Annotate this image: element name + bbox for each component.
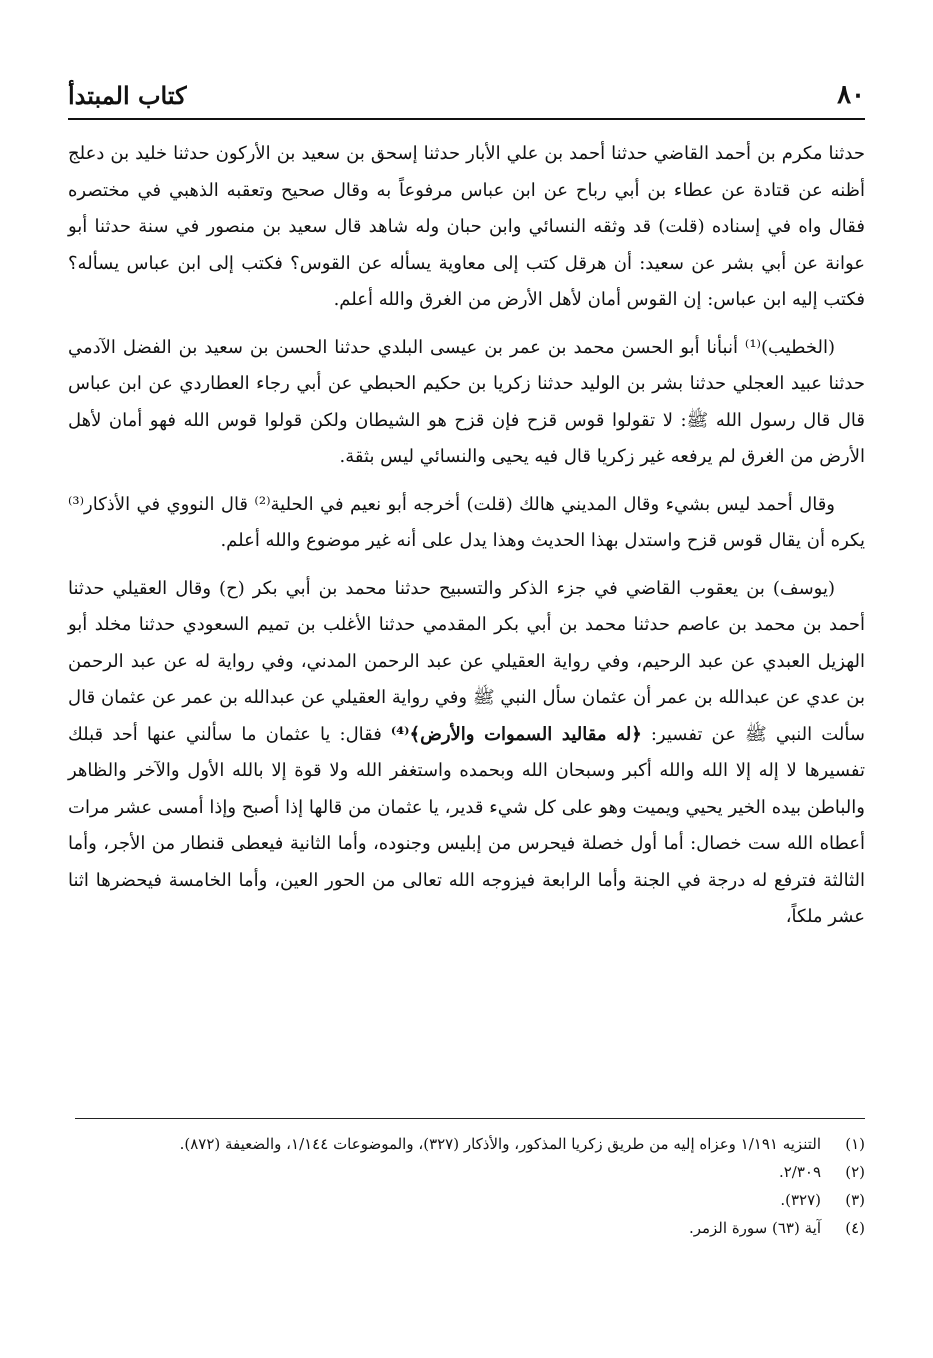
paragraph-4 <box>68 571 865 936</box>
paragraph-text: (الخطيب)⁽¹⁾ أنبأنا أبو الحسن محمد بن عمر بن عيسى البلدي حدثنا الحسن بن سعيد بن الفضل الآدمي حدثنا عبيد العجلي حدثنا بشر بن الوليد حدثنا زكريا بن حكيم الحبطي عن أبي رجاء العطاردي عن ابن عباس قال قال رسول الله ﷺ: لا تقولوا قوس قزح فإن قزح هو الشيطان ولكن قولوا قوس الله فهو أمان لأهل الأرض من الغرق لم يرفعه غير زكريا قال فيه يحيى والنسائي ليس بثقة. <box>68 336 865 467</box>
footnote <box>68 1214 865 1242</box>
footnote-text: ٢/٣٠٩. <box>778 1163 821 1181</box>
quran-quote: ﴿له مقاليد السموات والأرض﴾⁽⁴⁾ <box>390 723 642 745</box>
footnote-number: (٤) <box>845 1219 865 1237</box>
running-header <box>68 78 865 112</box>
footnote <box>68 1130 865 1158</box>
footnote-text: التنزيه ١/١٩١ وعزاه إليه من طريق زكريا المذكور، والأذكار (٣٢٧)، والموضوعات ١/١٤٤، والضعيفة (٨٧٢). <box>179 1135 821 1153</box>
footnote-number: (١) <box>845 1135 865 1153</box>
paragraph-text: حدثنا مكرم بن أحمد القاضي حدثنا أحمد بن علي الأبار حدثنا إسحق بن سعيد بن الأركون حدثنا خليد بن دعلج أظنه عن قتادة عن عطاء بن أبي رباح عن ابن عباس مرفوعاً به وقال صحيح وتعقبه الذهبي في مختصره فقال واه في إسناده (قلت) قد وثقه النسائي وابن حبان وله شاهد قال سعيد بن منصور في سنة حدثنا أبو عوانة عن أبي بشر عن سعيد: أن هرقل كتب إلى معاوية يسأله عن القوس؟ فكتب إلى ابن عباس يسأله؟ فكتب إليه ابن عباس: إن القوس أمان لأهل الأرض من الغرق والله أعلم. <box>68 143 865 310</box>
footnotes <box>68 1130 865 1242</box>
footnote <box>68 1158 865 1186</box>
main-text <box>68 136 865 947</box>
footnote-number: (٢) <box>845 1163 865 1181</box>
header-rule <box>68 118 865 120</box>
paragraph-text: (يوسف) بن يعقوب القاضي في جزء الذكر والتسبيح حدثنا محمد بن أبي بكر (ح) وقال العقيلي حدثنا أحمد بن محمد بن عاصم حدثنا محمد بن أبي بكر المقدمي حدثنا الأغلب بن تميم السعودي حدثنا مخلد أبو الهزيل العبدي عن عبد الرحيم، وفي رواية العقيلي عن عبد الرحمن المدني، وفي رواية له عن عبد الرحمن بن عدي عن عبدالله بن عمر أن عثمان سأل النبي ﷺ وفي رواية العقيلي عن عبدالله بن عمر عن عثمان قال سألت النبي ﷺ عن تفسير: <box>68 577 865 745</box>
paragraph-1 <box>68 136 865 319</box>
paragraph-text: فقال: يا عثمان ما سألني عنها أحد قبلك تفسيرها لا إله إلا الله والله أكبر وسبحان الله وبحمده واستغفر الله ولا قوة إلا بالله الأول والآخر والظاهر والباطن بيده الخير يحيي ويميت وهو على كل شيء قدير، يا عثمان من قالها إذا أصبح وإذا أمسى عشر مرات أعطاه الله ست خصال: أما أول خصلة فيحرس من إبليس وجنوده، وأما الثانية فيعطى قنطار من الأجر، وأما الثالثة فترفع له درجة في الجنة وأما الرابعة فيزوجه الله تعالى من الحور العين، وأما الخامسة فيحضرها اثنا عشر ملكاً، <box>68 723 865 927</box>
paragraph-2 <box>68 330 865 476</box>
chapter-title: كتاب المبتدأ <box>68 80 187 110</box>
footnote <box>68 1186 865 1214</box>
footnote-text: آية (٦٣) سورة الزمر. <box>688 1219 821 1237</box>
page-number: ٨٠ <box>837 80 865 110</box>
footnote-rule <box>75 1118 865 1119</box>
paragraph-text: وقال أحمد ليس بشيء وقال المديني هالك (قلت) أخرجه أبو نعيم في الحلية⁽²⁾ قال النووي في الأذكار⁽³⁾ يكره أن يقال قوس قزح واستدل بهذا الحديث وهذا يدل على أنه غير موضوع والله أعلم. <box>68 493 865 551</box>
paragraph-3 <box>68 487 865 560</box>
footnote-number: (٣) <box>845 1191 865 1209</box>
footnote-text: (٣٢٧). <box>780 1191 821 1209</box>
